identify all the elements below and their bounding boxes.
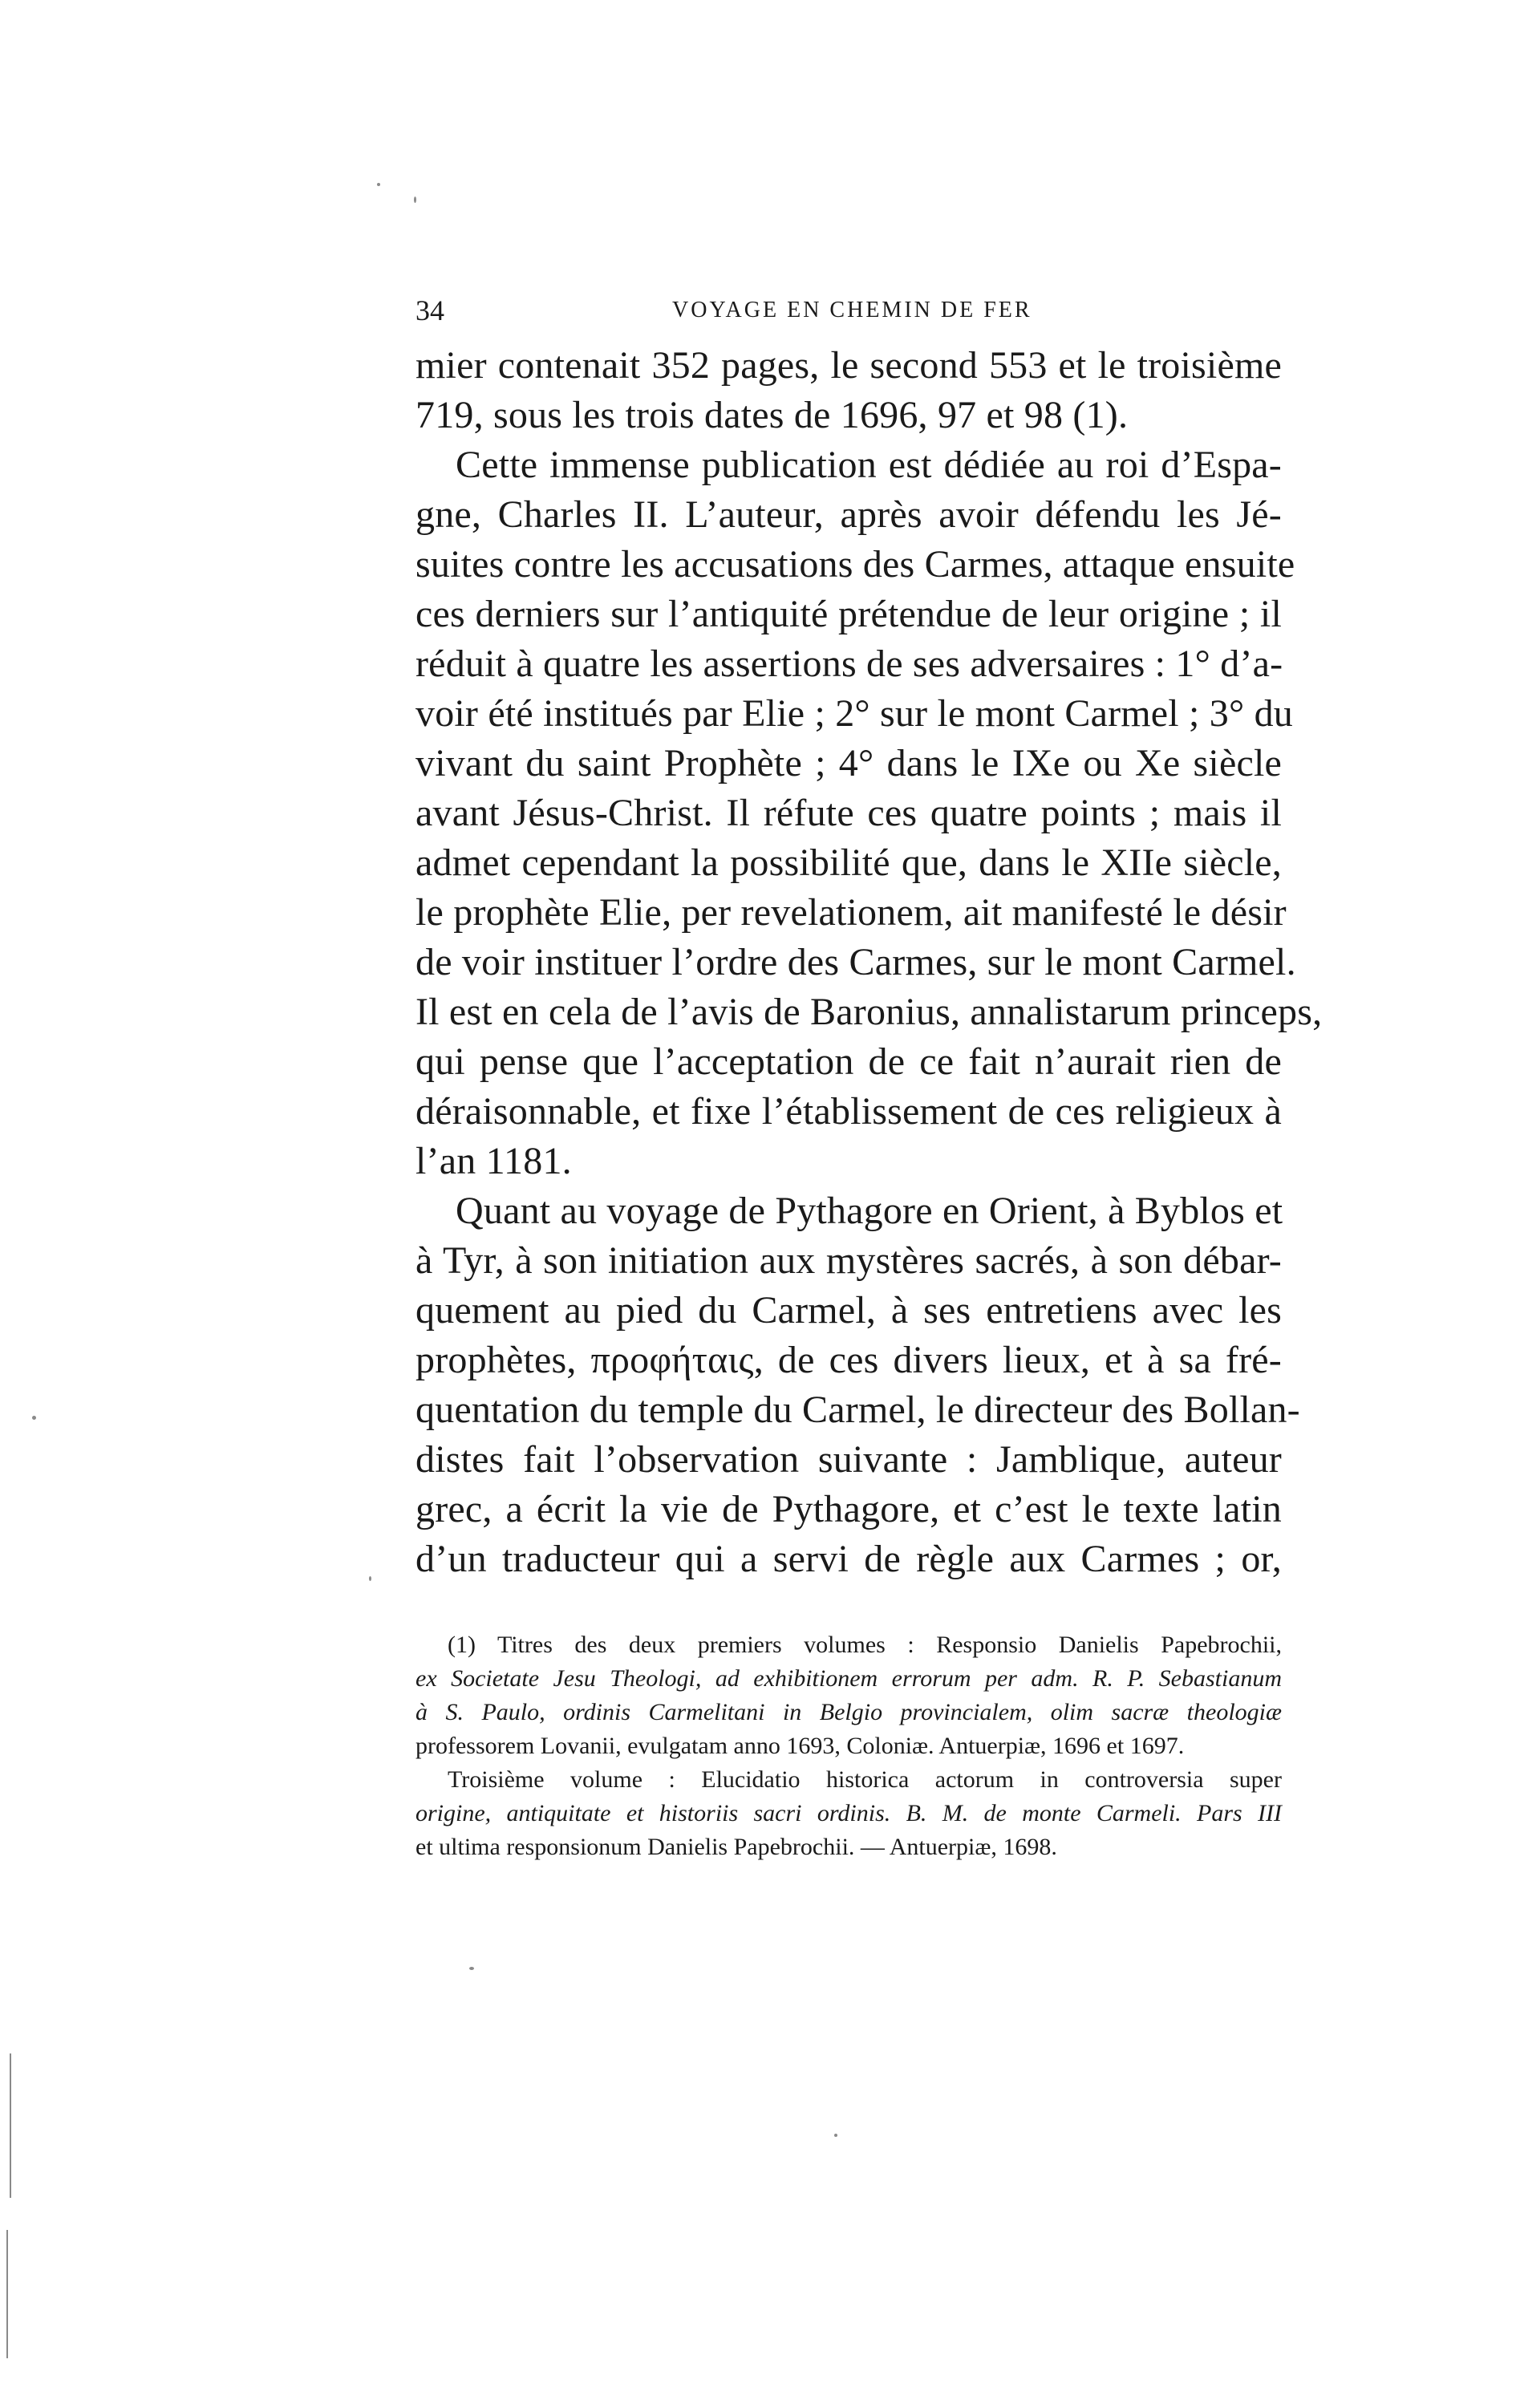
text-line: quement au pied du Carmel, à ses entretiens avec les	[415, 1289, 1282, 1332]
scan-speck	[834, 2134, 837, 2137]
text-line: qui pense que l’acceptation de ce fait n’aurait rien de	[415, 1040, 1282, 1083]
text-line: voir été institués par Elie ; 2° sur le mont Carmel ; 3° du	[415, 692, 1293, 735]
text-line: admet cependant la possibilité que, dans le XIIe siècle,	[415, 841, 1282, 884]
footnote-line: professorem Lovanii, evulgatam anno 1693, Coloniæ. Antuerpiæ, 1696 et 1697.	[415, 1733, 1185, 1759]
running-head	[415, 290, 1033, 330]
footnote-line: (1) Titres des deux premiers volumes : Responsio Danielis Papebrochii,	[448, 1632, 1282, 1658]
footnote-line: à S. Paulo, ordinis Carmelitani in Belgio provincialem, olim sacræ theologiæ	[415, 1699, 1282, 1725]
scan-speck	[6, 2230, 8, 2358]
scan-speck	[377, 183, 380, 186]
scan-speck	[32, 1416, 36, 1420]
text-line: l’an 1181.	[415, 1140, 572, 1182]
scan-speck	[414, 197, 416, 203]
text-line: prophètes, προφήταις, de ces divers lieux, et à sa fré-	[415, 1339, 1282, 1381]
footnote-line: origine, antiquitate et historiis sacri ordinis. B. M. de monte Carmeli. Pars III	[415, 1800, 1282, 1826]
body-text	[415, 341, 1323, 1584]
text-line: d’un traducteur qui a servi de règle aux Carmes ; or,	[415, 1538, 1282, 1580]
text-line: quentation du temple du Carmel, le directeur des Bollan-	[415, 1388, 1300, 1431]
text-line: réduit à quatre les assertions de ses adversaires : 1° d’a-	[415, 643, 1283, 685]
text-line: vivant du saint Prophète ; 4° dans le IXe ou Xe siècle	[415, 742, 1282, 784]
text-line: Il est en cela de l’avis de Baronius, annalistarum princeps,	[415, 991, 1323, 1033]
footnotes	[415, 1628, 1282, 1864]
text-line: le prophète Elie, per revelationem, ait manifesté le désir	[415, 891, 1287, 934]
footnote-line: ex Societate Jesu Theologi, ad exhibitionem errorum per adm. R. P. Sebastianum	[415, 1665, 1282, 1692]
text-line: ces derniers sur l’antiquité prétendue de leur origine ; il	[415, 593, 1282, 635]
text-line: 719, sous les trois dates de 1696, 97 et 98 (1).	[415, 394, 1129, 436]
text-line: avant Jésus-Christ. Il réfute ces quatre points ; mais il	[415, 792, 1282, 834]
scan-speck	[369, 1576, 371, 1581]
text-line: déraisonnable, et fixe l’établissement de ces religieux à	[415, 1090, 1282, 1133]
text-line: grec, a écrit la vie de Pythagore, et c’est le texte latin	[415, 1488, 1282, 1530]
text-line: mier contenait 352 pages, le second 553 et le troisième	[415, 344, 1282, 387]
text-line: suites contre les accusations des Carmes, attaque ensuite	[415, 543, 1295, 586]
text-line: à Tyr, à son initiation aux mystères sacrés, à son débar-	[415, 1239, 1282, 1282]
text-line: Quant au voyage de Pythagore en Orient, à Byblos et	[456, 1190, 1283, 1232]
scan-speck	[469, 1967, 474, 1970]
text-line: Cette immense publication est dédiée au roi d’Espa-	[456, 444, 1282, 486]
scan-speck	[10, 2053, 11, 2198]
running-title: VOYAGE EN CHEMIN DE FER	[672, 298, 1032, 322]
text-line: de voir instituer l’ordre des Carmes, sur le mont Carmel.	[415, 941, 1296, 983]
page-number: 34	[415, 294, 444, 326]
footnote-line: Troisième volume : Elucidatio historica actorum in controversia super	[448, 1766, 1282, 1793]
footnote-line: et ultima responsionum Danielis Papebrochii. — Antuerpiæ, 1698.	[415, 1834, 1057, 1860]
text-line: gne, Charles II. L’auteur, après avoir défendu les Jé-	[415, 493, 1282, 536]
text-line: distes fait l’observation suivante : Jamblique, auteur	[415, 1438, 1282, 1481]
